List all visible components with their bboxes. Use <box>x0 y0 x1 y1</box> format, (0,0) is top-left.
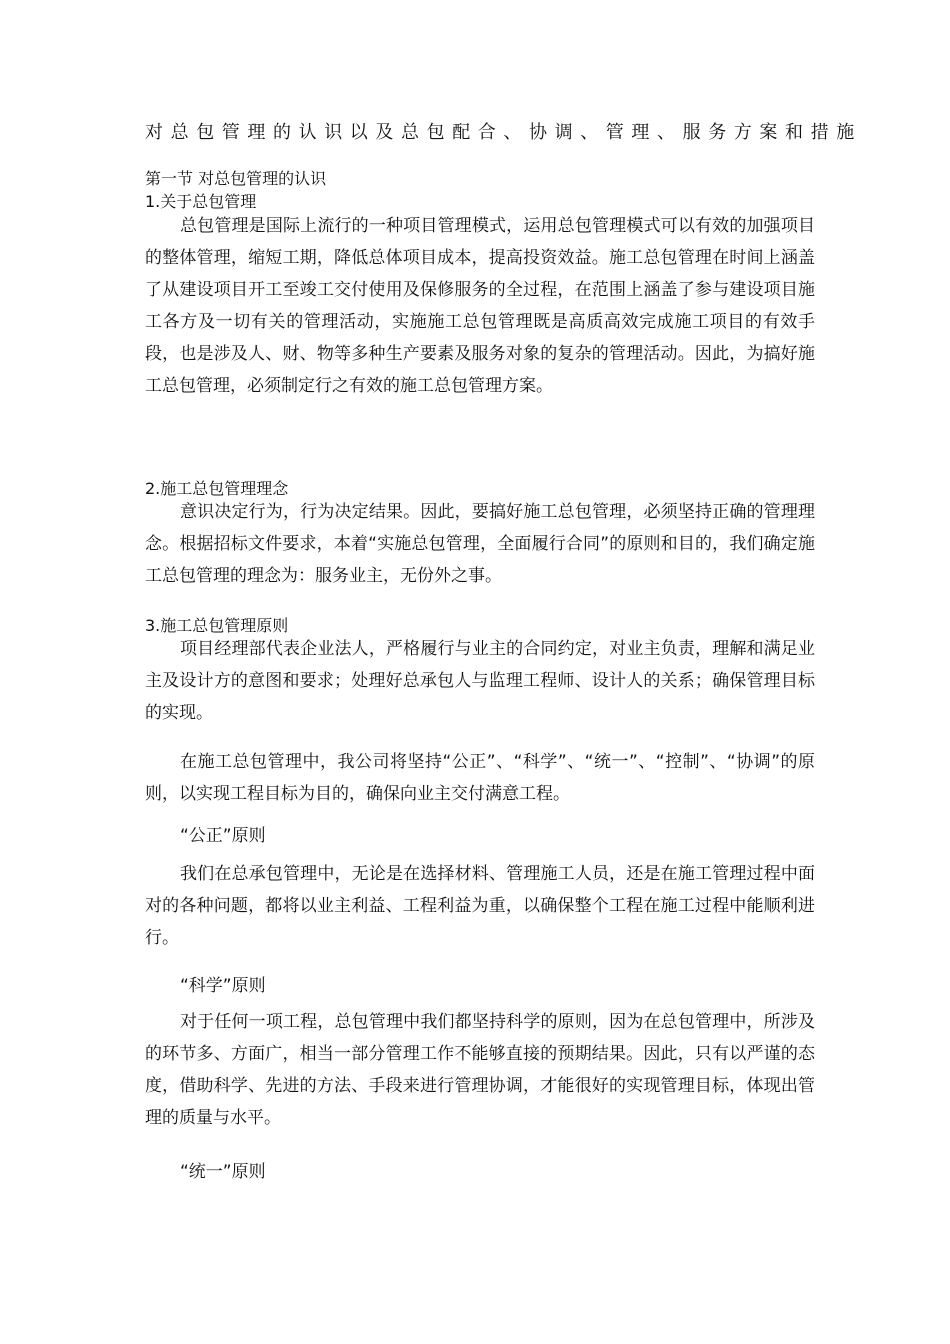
principle-heading-unity: “统一”原则 <box>180 1162 266 1182</box>
principle-heading-science: “科学”原则 <box>180 976 266 996</box>
paragraph-2: 意识决定行为，行为决定结果。因此，要搞好施工总包管理，必须坚持正确的管理理念。根据招标文件要求，本着“实施总包管理，全面履行合同”的原则和目的，我们确定施工总包管理的理念为：服务业主，无份外之事。 <box>145 502 815 586</box>
paragraph-6: 对于任何一项工程，总包管理中我们都坚持科学的原则，因为在总包管理中，所涉及的环节多、方面广，相当一部分管理工作不能够直接的预期结果。因此，只有以严谨的态度，借助科学、先进的方法、手段来进行管理协调，才能很好的实现管理目标，体现出管理的质量与水平。 <box>145 1012 815 1128</box>
paragraph-4: 在施工总包管理中，我公司将坚持“公正”、“科学”、“统一”、“控制”、“协调”的原则，以实现工程目标为目的，确保向业主交付满意工程。 <box>145 752 815 804</box>
subsection-heading-2: 2.施工总包管理理念 <box>145 479 289 498</box>
paragraph-5: 我们在总承包管理中，无论是在选择材料、管理施工人员，还是在施工管理过程中面对的各种问题，都将以业主利益、工程利益为重，以确保整个工程在施工过程中能顺利进行。 <box>145 864 815 948</box>
principle-heading-fairness: “公正”原则 <box>180 826 266 846</box>
subsection-heading-3: 3.施工总包管理原则 <box>145 616 289 635</box>
section-heading: 第一节 对总包管理的认识 <box>145 169 327 188</box>
document-title: 对总包管理的认识以及总包配合、协调、管理、服务方案和措施 <box>145 122 862 143</box>
subsection-heading-1: 1.关于总包管理 <box>145 192 257 211</box>
paragraph-1: 总包管理是国际上流行的一种项目管理模式，运用总包管理模式可以有效的加强项目的整体管理，缩短工期，降低总体项目成本，提高投资效益。施工总包管理在时间上涵盖了从建设项目开工至竣工交付使用及保修服务的全过程，在范围上涵盖了参与建设项目施工各方及一切有关的管理活动，实施施工总包管理既是高质高效完成施工项目的有效手段，也是涉及人、财、物等多种生产要素及服务对象的复杂的管理活动。因此，为搞好施工总包管理，必须制定行之有效的施工总包管理方案。 <box>145 216 815 396</box>
paragraph-3: 项目经理部代表企业法人，严格履行与业主的合同约定，对业主负责，理解和满足业主及设计方的意图和要求；处理好总承包人与监理工程师、设计人的关系；确保管理目标的实现。 <box>145 639 815 723</box>
